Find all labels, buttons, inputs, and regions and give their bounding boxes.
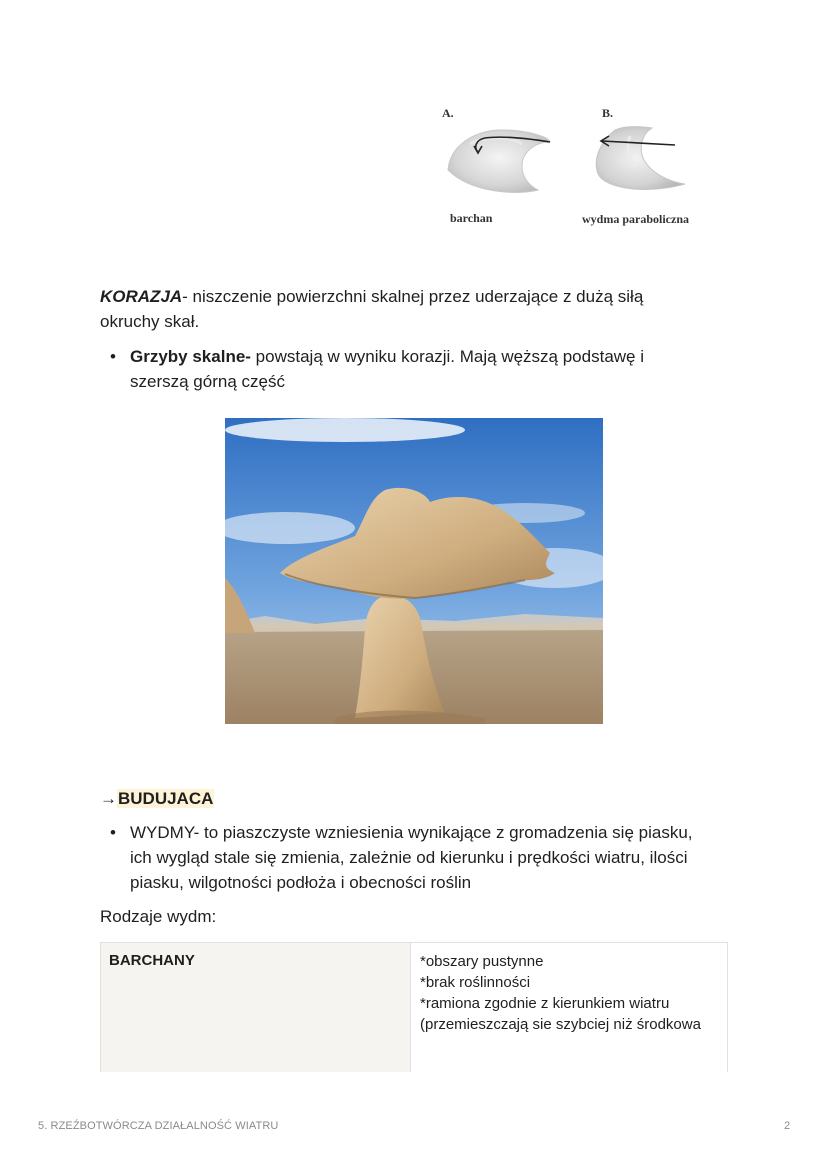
table-line: *ramiona zgodnie z kierunkiem wiatru	[420, 995, 670, 1012]
diagram-label-b: B.	[602, 106, 614, 120]
caption-barchan: barchan	[450, 211, 493, 225]
korazja-definition-1: - niszczenie powierzchni skalnej przez uderzające z dużą siłą	[182, 287, 644, 306]
grzyby-text-2: szerszą górną część	[130, 372, 285, 391]
wydmy-line-3: piasku, wilgotności podłoża i obecności roślin	[130, 873, 472, 892]
footer-page-number: 2	[784, 1120, 791, 1132]
table-cell-description	[411, 942, 728, 1072]
arrow-icon: →	[100, 789, 117, 808]
wydmy-line-2: ich wygląd stale się zmienia, zależnie od kierunku i prędkości wiatru, ilości	[130, 848, 688, 867]
wydmy-line-1: WYDMY- to piaszczyste wzniesienia wynikające z gromadzenia się piasku,	[130, 823, 693, 842]
grzyby-bullet	[110, 344, 730, 394]
bullet-dot: •	[110, 347, 116, 366]
budujaca-label: BUDUJACA	[118, 789, 214, 808]
footer-chapter: 5. RZEŹBOTWÓRCZA DZIAŁALNOŚĆ WIATRU	[38, 1120, 279, 1132]
grzyby-term: Grzyby skalne-	[130, 347, 251, 366]
diagram-label-a: A.	[442, 106, 454, 120]
dune-diagram	[430, 100, 720, 235]
wydmy-bullet	[110, 820, 730, 895]
korazja-paragraph	[100, 284, 740, 334]
rodzaje-wydm: Rodzaje wydm:	[100, 907, 217, 926]
table-line: (przemieszczają sie szybciej niż środkowa	[420, 1016, 701, 1033]
grzyby-text-1: powstają w wyniku korazji. Mają węższą podstawę i	[250, 347, 645, 366]
table-cell-header	[100, 942, 411, 1072]
rock-mushroom-photo	[225, 418, 603, 724]
table-header-barchany: BARCHANY	[109, 952, 195, 969]
parabolic-dune-shape	[596, 127, 685, 190]
dune-types-table	[100, 942, 728, 1072]
korazja-term: KORAZJA	[100, 287, 183, 306]
budujaca-heading	[100, 786, 740, 811]
bullet-dot: •	[110, 823, 116, 842]
korazja-definition-2: okruchy skał.	[100, 312, 200, 331]
table-line: *obszary pustynne	[420, 953, 544, 970]
table-line: *brak roślinności	[420, 974, 531, 991]
caption-parabolic: wydma paraboliczna	[582, 212, 690, 226]
